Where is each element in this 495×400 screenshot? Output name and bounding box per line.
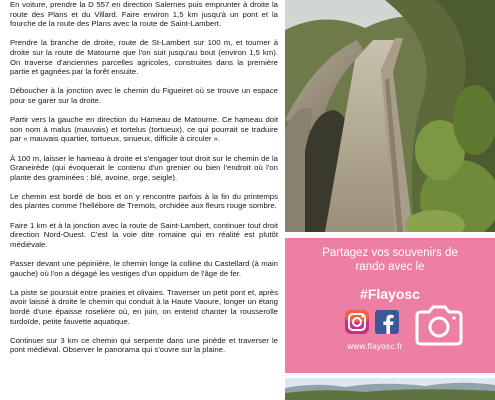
paragraph-10: Continuer sur 3 km ce chemin qui serpente dans une pinède et traverser le pont médiéval. Observer le panorama qui s'ouvre sur la plaine. bbox=[10, 335, 278, 355]
bridge-photo bbox=[285, 0, 495, 232]
promo-line-2: rando avec le bbox=[355, 261, 425, 273]
paragraph-7: Faire 1 km et à la jonction avec la route de Saint-Lambert, continuer tout droit direction Nord-Ouest. C'est la voie dite romaine qui en réalité est plutôt médiévale. bbox=[10, 220, 278, 249]
facebook-icon[interactable] bbox=[375, 310, 399, 334]
website-url: www.flayosc.fr bbox=[347, 342, 403, 351]
social-promo-box bbox=[285, 238, 495, 373]
landscape-photo bbox=[285, 378, 495, 400]
walk-description bbox=[10, 0, 278, 400]
paragraph-4: Partir vers la gauche en direction du Hameau de Matourne. Ce hameau doit son nom à malus (mauvais) et tortelus (tortueux), ce qui pourrait se traduire par « mauvais quartier, tortueux, sinueux, difficile à circuler ». bbox=[10, 115, 278, 144]
camera-icon bbox=[413, 304, 465, 346]
instagram-icon[interactable] bbox=[345, 310, 369, 334]
paragraph-1: En voiture, prendre la D 557 en direction Salernes puis emprunter à droite la route des Plans et du Villard. Faire environ 1,5 km jusqu'à un pont et la fourche de la route des Plans avec la route de Saint-Lambert. bbox=[10, 0, 278, 29]
paragraph-3: Déboucher à la jonction avec le chemin du Figueiret où se trouve un espace pour se garer sur la droite. bbox=[10, 86, 278, 105]
promo-heading bbox=[291, 246, 489, 274]
paragraph-9: La piste se poursuit entre prairies et olivaies. Traverser un petit pont et, après avoir laissé à droite le chemin qui conduit à la Haute Vaoure, longer un étang bordé d'une épaisse roselière où, en juin, on entend chanter la rousserolle turdoïde, petite fauvette aquatique. bbox=[10, 287, 278, 326]
paragraph-8: Passer devant une pépinière, le chemin longe la colline du Castellard (à main gauche) où l'on a dégagé les vestiges d'un oppidum de l'âge de fer. bbox=[10, 259, 278, 278]
bridge-photo-illustration bbox=[285, 0, 495, 232]
paragraph-2: Prendre la branche de droite, route de St-Lambert sur 100 m, et tourner à droite sur la route de Matourne que l'on suit jusqu'au bout (environ 1,5 km). On traverse d'anciennes parcelles agricoles, construites dans la première partie et gagnées par la forêt ensuite. bbox=[10, 38, 278, 77]
paragraph-5: À 100 m, laisser le hameau à droite et s'engager tout droit sur le chemin de la Graneirède (qui évoquerait le contenu d'un grenier ou bien l'endroit où l'on plante des graminées : blé, avoine, orge, seigle). bbox=[10, 153, 278, 182]
paragraph-6: Le chemin est bordé de bois et on y rencontre parfois à la fin du printemps des plantes comme l'hellébore de Tremols, orchidée aux fleurs rouge sombre. bbox=[10, 191, 278, 211]
promo-hashtag: #Flayosc bbox=[360, 286, 420, 302]
promo-line-1: Partagez vos souvenirs de bbox=[322, 247, 458, 259]
landscape-photo-illustration bbox=[285, 378, 495, 400]
social-icons bbox=[343, 308, 403, 336]
